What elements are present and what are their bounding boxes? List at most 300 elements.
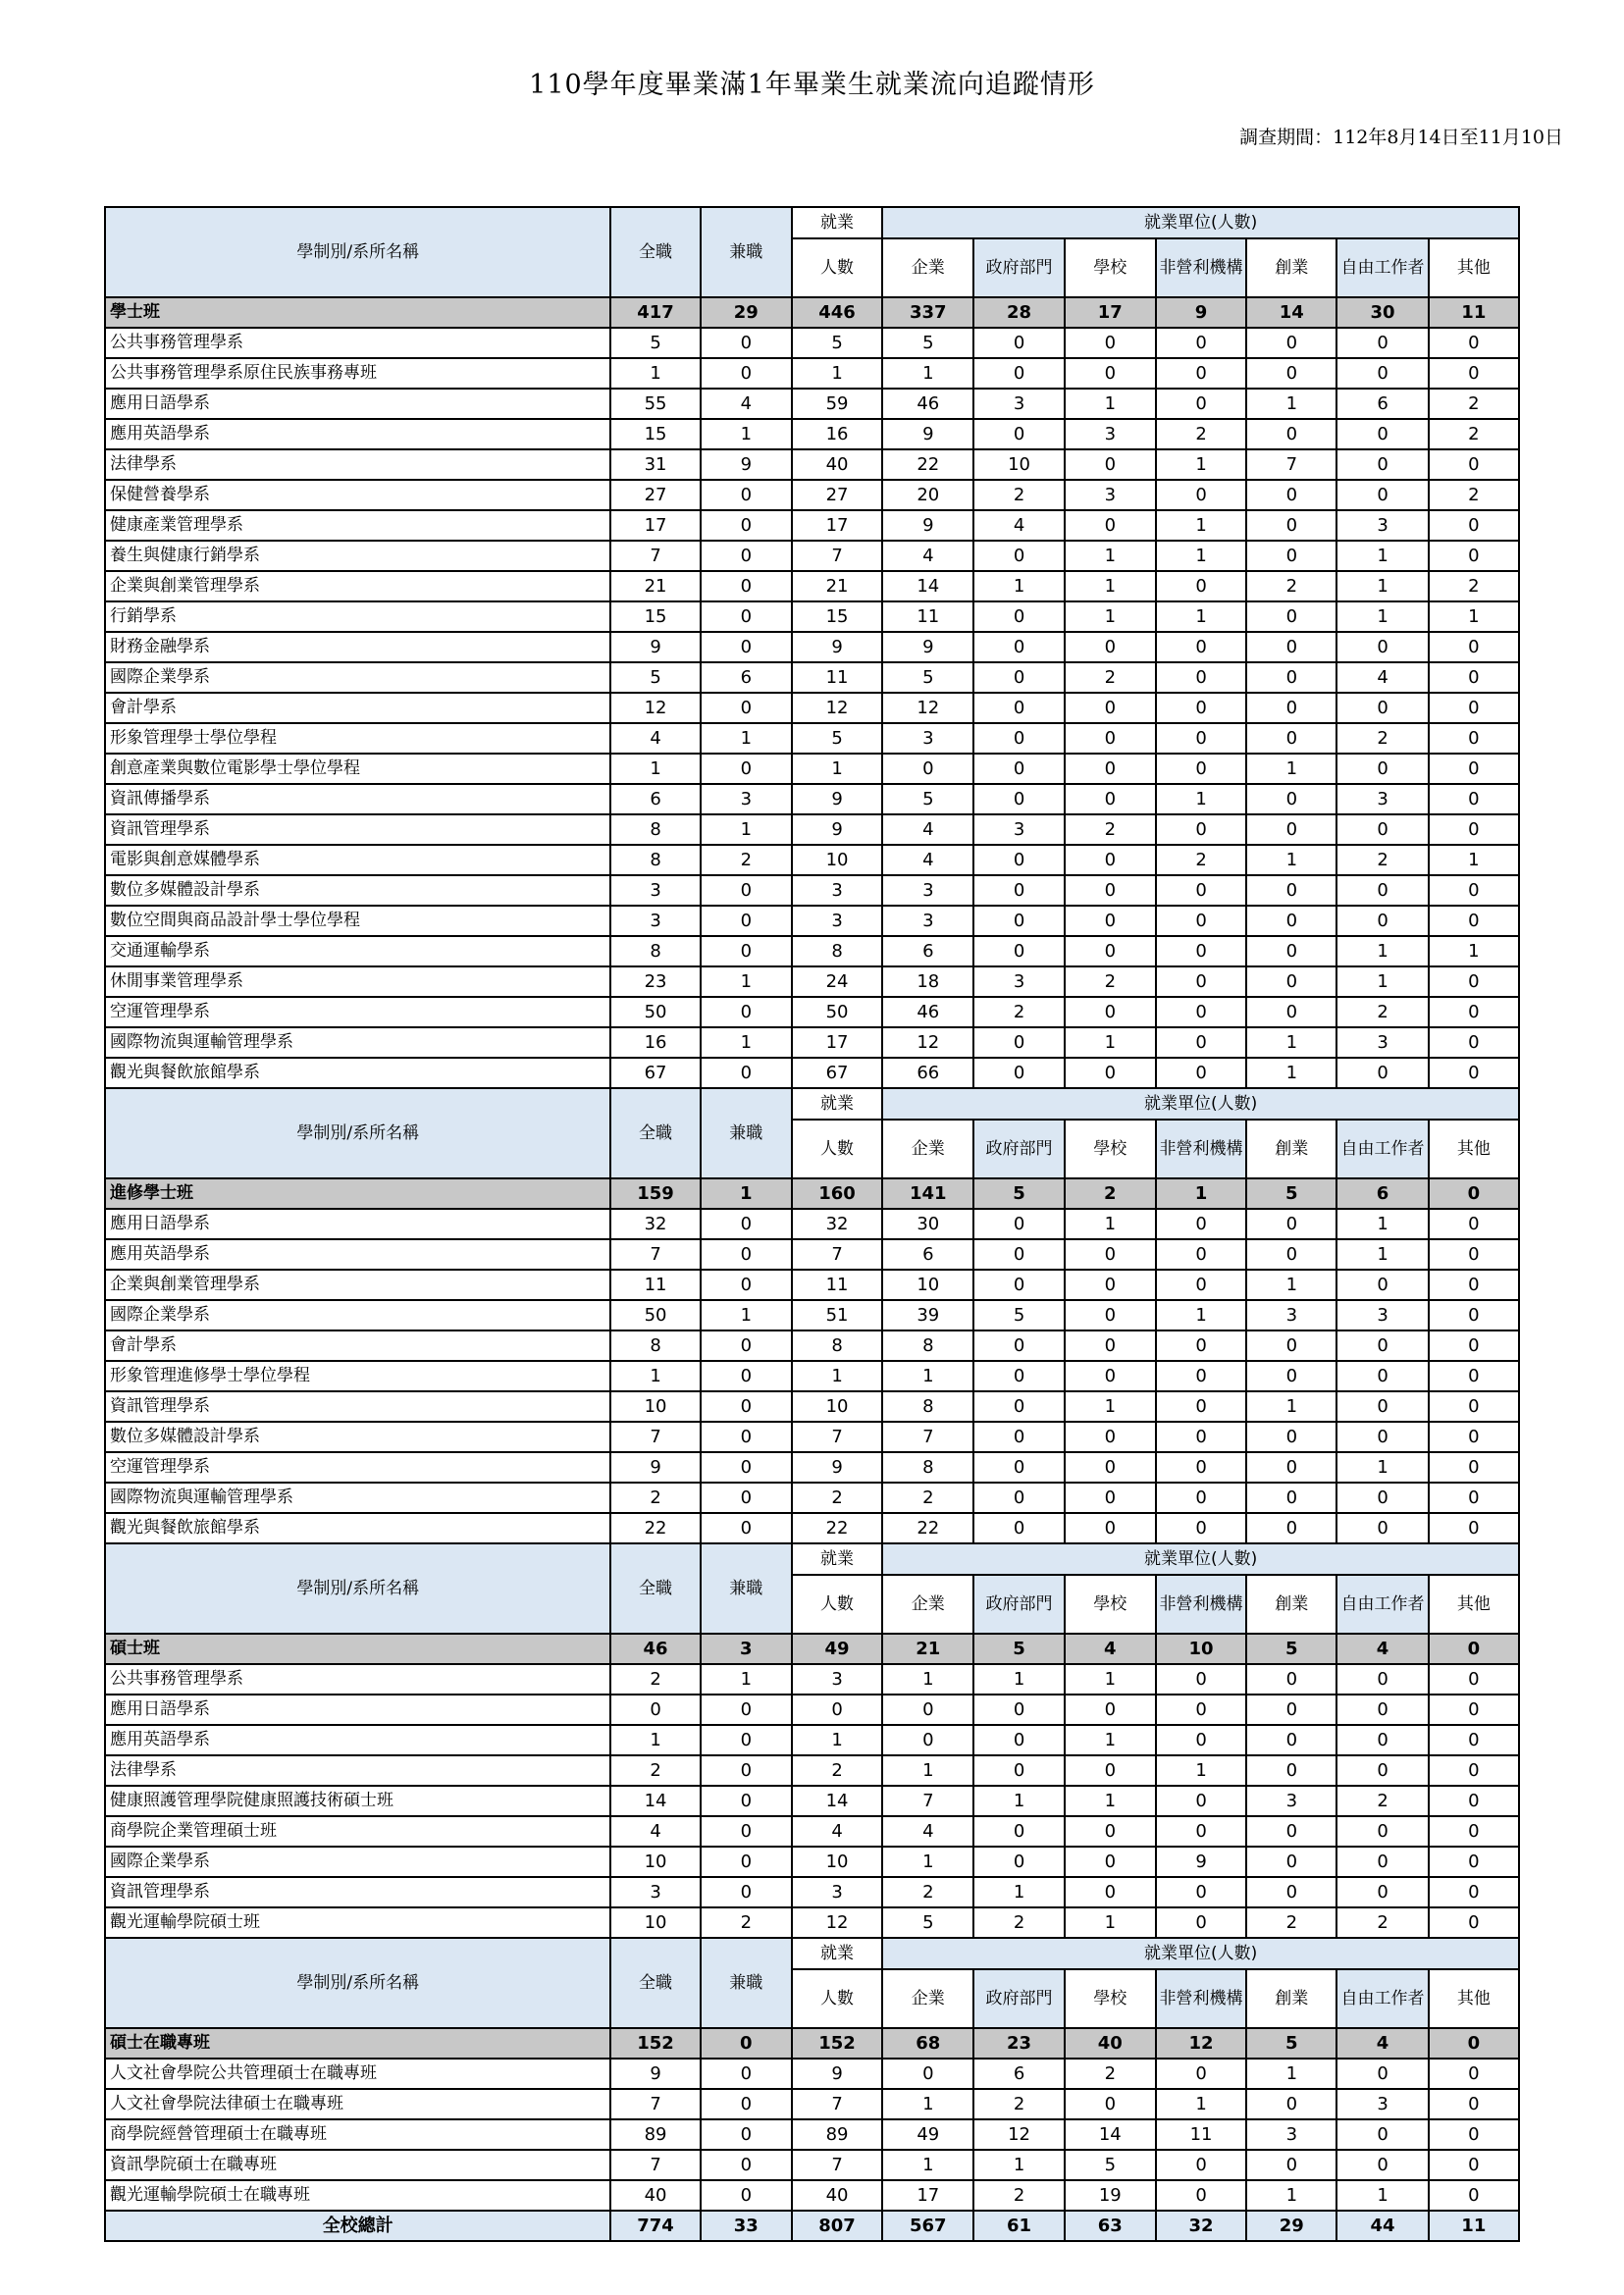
header-unit-0: 企業: [882, 1969, 973, 2028]
row-name: 應用日語學系: [105, 1695, 610, 1725]
table-row: [105, 1786, 1519, 1816]
row-value: 11: [1156, 2119, 1246, 2150]
row-value: 23: [973, 2028, 1064, 2059]
row-name: 會計學系: [105, 693, 610, 723]
row-value: 0: [1156, 1422, 1246, 1452]
row-value: 0: [701, 1725, 792, 1755]
header-row: [105, 1543, 1519, 1575]
row-value: 0: [973, 693, 1064, 723]
row-value: 5: [882, 328, 973, 358]
table-row: [105, 1300, 1519, 1330]
row-value: 5: [973, 1634, 1064, 1664]
row-value: 2: [610, 1664, 700, 1695]
row-value: 0: [701, 1695, 792, 1725]
row-value: 0: [1246, 1664, 1336, 1695]
row-value: 446: [792, 297, 882, 328]
row-value: 0: [701, 1361, 792, 1391]
row-value: 0: [1065, 1300, 1156, 1330]
row-value: 4: [882, 1816, 973, 1847]
table-row: [105, 2059, 1519, 2089]
row-value: 0: [1156, 1664, 1246, 1695]
row-value: 1: [1156, 601, 1246, 632]
row-value: 7: [882, 1422, 973, 1452]
row-value: 3: [792, 1877, 882, 1907]
row-value: 1: [1336, 966, 1428, 997]
row-value: 0: [1246, 814, 1336, 845]
row-value: 2: [792, 1755, 882, 1786]
row-value: 0: [973, 662, 1064, 693]
row-value: 0: [701, 571, 792, 601]
row-value: 0: [1156, 1239, 1246, 1270]
table-row: [105, 814, 1519, 845]
row-value: 0: [1429, 1634, 1519, 1664]
row-value: 14: [792, 1786, 882, 1816]
row-name: 法律學系: [105, 449, 610, 480]
row-value: 3: [610, 875, 700, 906]
row-value: 0: [1246, 966, 1336, 997]
row-value: 0: [701, 632, 792, 662]
row-name: 商學院經營管理碩士在職專班: [105, 2119, 610, 2150]
row-value: 4: [1336, 662, 1428, 693]
header-employed-top: 就業: [792, 1088, 882, 1120]
table-row: [105, 2150, 1519, 2180]
row-name: 應用日語學系: [105, 1209, 610, 1239]
row-value: 0: [1156, 1330, 1246, 1361]
row-value: 0: [1065, 1877, 1156, 1907]
row-value: 0: [610, 1695, 700, 1725]
row-value: 5: [882, 662, 973, 693]
row-value: 2: [973, 2089, 1064, 2119]
row-value: 0: [973, 1027, 1064, 1058]
row-name: 應用日語學系: [105, 389, 610, 419]
row-value: 28: [973, 297, 1064, 328]
row-value: 0: [973, 1483, 1064, 1513]
row-value: 0: [1429, 997, 1519, 1027]
row-value: 1: [1065, 389, 1156, 419]
row-value: 2: [610, 1755, 700, 1786]
table-row: [105, 1270, 1519, 1300]
header-unit-4: 創業: [1246, 1969, 1336, 2028]
row-value: 0: [1065, 510, 1156, 541]
row-value: 0: [1065, 1452, 1156, 1483]
row-value: 0: [1156, 389, 1246, 419]
table-row: [105, 1755, 1519, 1786]
row-value: 0: [1336, 693, 1428, 723]
row-value: 7: [792, 2089, 882, 2119]
row-name: 應用英語學系: [105, 1239, 610, 1270]
row-value: 2: [1065, 662, 1156, 693]
row-value: 0: [1429, 1847, 1519, 1877]
row-value: 1: [701, 723, 792, 754]
row-value: 0: [1429, 1755, 1519, 1786]
row-value: 0: [973, 328, 1064, 358]
row-value: 27: [610, 480, 700, 510]
row-value: 9: [882, 419, 973, 449]
row-name: 公共事務管理學系: [105, 1664, 610, 1695]
row-value: 9: [792, 784, 882, 814]
row-value: 0: [1156, 1391, 1246, 1422]
row-value: 0: [1065, 875, 1156, 906]
header-unit-4: 創業: [1246, 1575, 1336, 1634]
row-value: 50: [610, 997, 700, 1027]
row-value: 0: [1246, 480, 1336, 510]
row-value: 0: [973, 906, 1064, 936]
row-value: 16: [792, 419, 882, 449]
row-value: 0: [1429, 2059, 1519, 2089]
row-value: 5: [1246, 1178, 1336, 1209]
total-value: 807: [792, 2211, 882, 2241]
row-value: 29: [701, 297, 792, 328]
row-value: 1: [1429, 845, 1519, 875]
row-value: 0: [1336, 1391, 1428, 1422]
row-value: 0: [701, 1483, 792, 1513]
row-value: 0: [1429, 2089, 1519, 2119]
row-value: 2: [1156, 845, 1246, 875]
row-name: 財務金融學系: [105, 632, 610, 662]
row-value: 1: [1065, 601, 1156, 632]
row-value: 49: [882, 2119, 973, 2150]
row-name: 形象管理學士學位學程: [105, 723, 610, 754]
table-row: [105, 571, 1519, 601]
row-value: 0: [973, 1391, 1064, 1422]
header-row: [105, 1938, 1519, 1969]
row-value: 0: [973, 1816, 1064, 1847]
row-value: 0: [1336, 1847, 1428, 1877]
row-value: 0: [1429, 1695, 1519, 1725]
row-value: 0: [1156, 1452, 1246, 1483]
row-value: 0: [1336, 1695, 1428, 1725]
row-value: 0: [1065, 845, 1156, 875]
row-value: 7: [610, 541, 700, 571]
row-value: 17: [792, 1027, 882, 1058]
table-row: [105, 1239, 1519, 1270]
row-value: 7: [610, 2150, 700, 2180]
row-value: 1: [882, 1755, 973, 1786]
header-name: 學制別/系所名稱: [105, 1088, 610, 1178]
table-row: [105, 449, 1519, 480]
row-value: 51: [792, 1300, 882, 1330]
row-value: 50: [792, 997, 882, 1027]
row-value: 0: [1336, 754, 1428, 784]
row-value: 59: [792, 389, 882, 419]
row-value: 1: [1336, 601, 1428, 632]
row-value: 1: [701, 1664, 792, 1695]
row-name: 國際物流與運輸管理學系: [105, 1483, 610, 1513]
row-name: 碩士在職專班: [105, 2028, 610, 2059]
row-value: 6: [882, 1239, 973, 1270]
row-value: 0: [1156, 1483, 1246, 1513]
header-unit-1: 政府部門: [973, 238, 1064, 297]
row-value: 0: [1156, 875, 1246, 906]
row-value: 0: [882, 1695, 973, 1725]
row-value: 0: [1429, 1300, 1519, 1330]
total-value: 774: [610, 2211, 700, 2241]
header-unit-5: 自由工作者: [1336, 1575, 1428, 1634]
row-value: 6: [973, 2059, 1064, 2089]
row-value: 24: [792, 966, 882, 997]
row-value: 0: [973, 1330, 1064, 1361]
row-name: 觀光與餐飲旅館學系: [105, 1058, 610, 1088]
header-name: 學制別/系所名稱: [105, 1543, 610, 1634]
row-value: 27: [792, 480, 882, 510]
row-value: 0: [701, 480, 792, 510]
page-title: 110學年度畢業滿1年畢業生就業流向追蹤情形: [529, 70, 1095, 100]
row-value: 1: [701, 419, 792, 449]
header-unit-6: 其他: [1429, 1969, 1519, 2028]
row-value: 0: [701, 693, 792, 723]
row-value: 9: [792, 1452, 882, 1483]
row-value: 17: [882, 2180, 973, 2211]
row-name: 法律學系: [105, 1755, 610, 1786]
table-row: [105, 845, 1519, 875]
row-value: 3: [1246, 1786, 1336, 1816]
row-value: 12: [882, 693, 973, 723]
row-value: 67: [610, 1058, 700, 1088]
row-value: 2: [973, 1907, 1064, 1938]
row-value: 3: [1246, 1300, 1336, 1330]
header-unit-5: 自由工作者: [1336, 1120, 1428, 1178]
total-value: 11: [1429, 2211, 1519, 2241]
row-value: 17: [792, 510, 882, 541]
row-value: 0: [1156, 2059, 1246, 2089]
row-value: 0: [1246, 510, 1336, 541]
row-value: 0: [973, 784, 1064, 814]
row-value: 3: [882, 875, 973, 906]
row-value: 2: [1156, 419, 1246, 449]
row-value: 31: [610, 449, 700, 480]
row-value: 0: [701, 1239, 792, 1270]
row-value: 21: [882, 1634, 973, 1664]
table-row: [105, 1361, 1519, 1391]
row-value: 12: [792, 1907, 882, 1938]
row-name: 學士班: [105, 297, 610, 328]
row-value: 0: [1336, 1877, 1428, 1907]
row-value: 0: [1156, 1816, 1246, 1847]
row-value: 1: [701, 966, 792, 997]
row-value: 11: [610, 1270, 700, 1300]
row-value: 0: [1156, 662, 1246, 693]
row-value: 2: [882, 1483, 973, 1513]
header-unit-6: 其他: [1429, 1120, 1519, 1178]
employment-table: [104, 206, 1520, 2242]
row-value: 21: [792, 571, 882, 601]
row-value: 5: [973, 1178, 1064, 1209]
table-row: [105, 1725, 1519, 1755]
header-unit-4: 創業: [1246, 1120, 1336, 1178]
row-value: 0: [1246, 662, 1336, 693]
header-unit-1: 政府部門: [973, 1969, 1064, 2028]
row-value: 0: [973, 601, 1064, 632]
row-value: 0: [701, 936, 792, 966]
row-value: 3: [610, 906, 700, 936]
row-name: 行銷學系: [105, 601, 610, 632]
row-value: 2: [1429, 571, 1519, 601]
total-value: 63: [1065, 2211, 1156, 2241]
row-value: 22: [882, 449, 973, 480]
header-full-time: 全職: [610, 1088, 700, 1178]
row-value: 0: [1429, 1725, 1519, 1755]
row-value: 0: [1246, 1483, 1336, 1513]
row-value: 2: [973, 2180, 1064, 2211]
row-value: 9: [610, 2059, 700, 2089]
row-name: 人文社會學院公共管理碩士在職專班: [105, 2059, 610, 2089]
row-value: 0: [1156, 328, 1246, 358]
row-value: 2: [973, 480, 1064, 510]
row-value: 0: [1065, 754, 1156, 784]
row-value: 0: [1065, 1422, 1156, 1452]
table-row: [105, 966, 1519, 997]
row-value: 1: [610, 1725, 700, 1755]
row-value: 0: [1156, 571, 1246, 601]
row-value: 49: [792, 1634, 882, 1664]
row-value: 0: [1246, 1452, 1336, 1483]
row-value: 1: [1336, 1239, 1428, 1270]
row-value: 1: [701, 1027, 792, 1058]
row-name: 企業與創業管理學系: [105, 1270, 610, 1300]
row-value: 1: [1336, 2180, 1428, 2211]
row-value: 10: [610, 1847, 700, 1877]
row-value: 55: [610, 389, 700, 419]
row-value: 0: [792, 1695, 882, 1725]
row-value: 0: [1246, 1695, 1336, 1725]
table-row: [105, 1058, 1519, 1088]
row-value: 0: [1429, 662, 1519, 693]
row-value: 12: [792, 693, 882, 723]
row-value: 1: [1246, 1058, 1336, 1088]
table-row: [105, 358, 1519, 389]
row-value: 0: [973, 419, 1064, 449]
row-value: 12: [610, 693, 700, 723]
row-value: 152: [792, 2028, 882, 2059]
row-value: 30: [882, 1209, 973, 1239]
row-value: 0: [1429, 814, 1519, 845]
row-value: 39: [882, 1300, 973, 1330]
table-row: [105, 875, 1519, 906]
row-value: 1: [973, 1786, 1064, 1816]
row-value: 0: [701, 1422, 792, 1452]
header-unit-0: 企業: [882, 1575, 973, 1634]
row-value: 3: [792, 875, 882, 906]
row-value: 11: [882, 601, 973, 632]
row-value: 3: [1336, 784, 1428, 814]
row-value: 0: [1336, 1058, 1428, 1088]
row-value: 3: [882, 723, 973, 754]
row-value: 0: [1429, 1422, 1519, 1452]
row-value: 0: [701, 1786, 792, 1816]
row-value: 3: [792, 906, 882, 936]
header-unit-3: 非營利機構: [1156, 238, 1246, 297]
row-value: 7: [882, 1786, 973, 1816]
row-value: 1: [1065, 571, 1156, 601]
header-full-time: 全職: [610, 1938, 700, 2028]
row-value: 1: [1156, 1300, 1246, 1330]
header-part-time: 兼職: [701, 1543, 792, 1634]
row-value: 0: [1065, 328, 1156, 358]
row-value: 9: [882, 632, 973, 662]
row-value: 10: [882, 1270, 973, 1300]
total-value: 33: [701, 2211, 792, 2241]
row-name: 資訊學院碩士在職專班: [105, 2150, 610, 2180]
table-row: [105, 328, 1519, 358]
row-value: 1: [1065, 1391, 1156, 1422]
survey-period: 調查期間：112年8月14日至11月10日: [1239, 127, 1563, 148]
row-name: 休閒事業管理學系: [105, 966, 610, 997]
row-value: 1: [882, 1361, 973, 1391]
row-value: 0: [1065, 1058, 1156, 1088]
row-value: 30: [1336, 297, 1428, 328]
row-value: 0: [1156, 814, 1246, 845]
row-value: 0: [1246, 1209, 1336, 1239]
row-value: 0: [701, 1330, 792, 1361]
header-unit-2: 學校: [1065, 1575, 1156, 1634]
row-value: 0: [1336, 419, 1428, 449]
row-value: 0: [701, 2150, 792, 2180]
header-unit-6: 其他: [1429, 1575, 1519, 1634]
row-value: 0: [701, 1847, 792, 1877]
group-row: [105, 2028, 1519, 2059]
row-value: 0: [1429, 1816, 1519, 1847]
row-value: 46: [882, 997, 973, 1027]
row-value: 0: [701, 1391, 792, 1422]
row-value: 46: [882, 389, 973, 419]
row-value: 0: [1065, 936, 1156, 966]
total-row: [105, 2211, 1519, 2241]
row-value: 2: [1065, 2059, 1156, 2089]
row-value: 1: [1156, 541, 1246, 571]
row-value: 17: [1065, 297, 1156, 328]
row-value: 15: [610, 419, 700, 449]
header-unit-2: 學校: [1065, 238, 1156, 297]
row-value: 5: [610, 328, 700, 358]
row-value: 0: [973, 936, 1064, 966]
table-row: [105, 1877, 1519, 1907]
row-value: 11: [792, 662, 882, 693]
row-value: 40: [792, 449, 882, 480]
header-unit-group: 就業單位(人數): [882, 1088, 1519, 1120]
row-name: 交通運輸學系: [105, 936, 610, 966]
table-row: [105, 662, 1519, 693]
row-value: 0: [973, 1452, 1064, 1483]
row-value: 3: [973, 389, 1064, 419]
row-value: 0: [1156, 1270, 1246, 1300]
row-value: 0: [1429, 541, 1519, 571]
row-value: 0: [701, 358, 792, 389]
row-name: 人文社會學院法律碩士在職專班: [105, 2089, 610, 2119]
row-value: 17: [610, 510, 700, 541]
row-value: 0: [701, 2119, 792, 2150]
row-value: 0: [1336, 480, 1428, 510]
header-unit-1: 政府部門: [973, 1120, 1064, 1178]
group-row: [105, 297, 1519, 328]
row-value: 0: [1429, 693, 1519, 723]
row-value: 3: [1065, 419, 1156, 449]
row-value: 0: [1429, 2119, 1519, 2150]
row-value: 0: [1429, 1239, 1519, 1270]
row-value: 22: [792, 1513, 882, 1543]
row-value: 0: [1429, 875, 1519, 906]
row-value: 0: [1156, 632, 1246, 662]
row-value: 1: [1065, 1209, 1156, 1239]
row-value: 0: [1246, 997, 1336, 1027]
row-name: 形象管理進修學士學位學程: [105, 1361, 610, 1391]
row-value: 1: [792, 754, 882, 784]
row-value: 0: [1429, 1664, 1519, 1695]
row-value: 0: [1065, 693, 1156, 723]
row-name: 商學院企業管理碩士班: [105, 1816, 610, 1847]
table-row: [105, 1664, 1519, 1695]
row-value: 0: [1429, 1270, 1519, 1300]
header-employed-top: 就業: [792, 207, 882, 238]
